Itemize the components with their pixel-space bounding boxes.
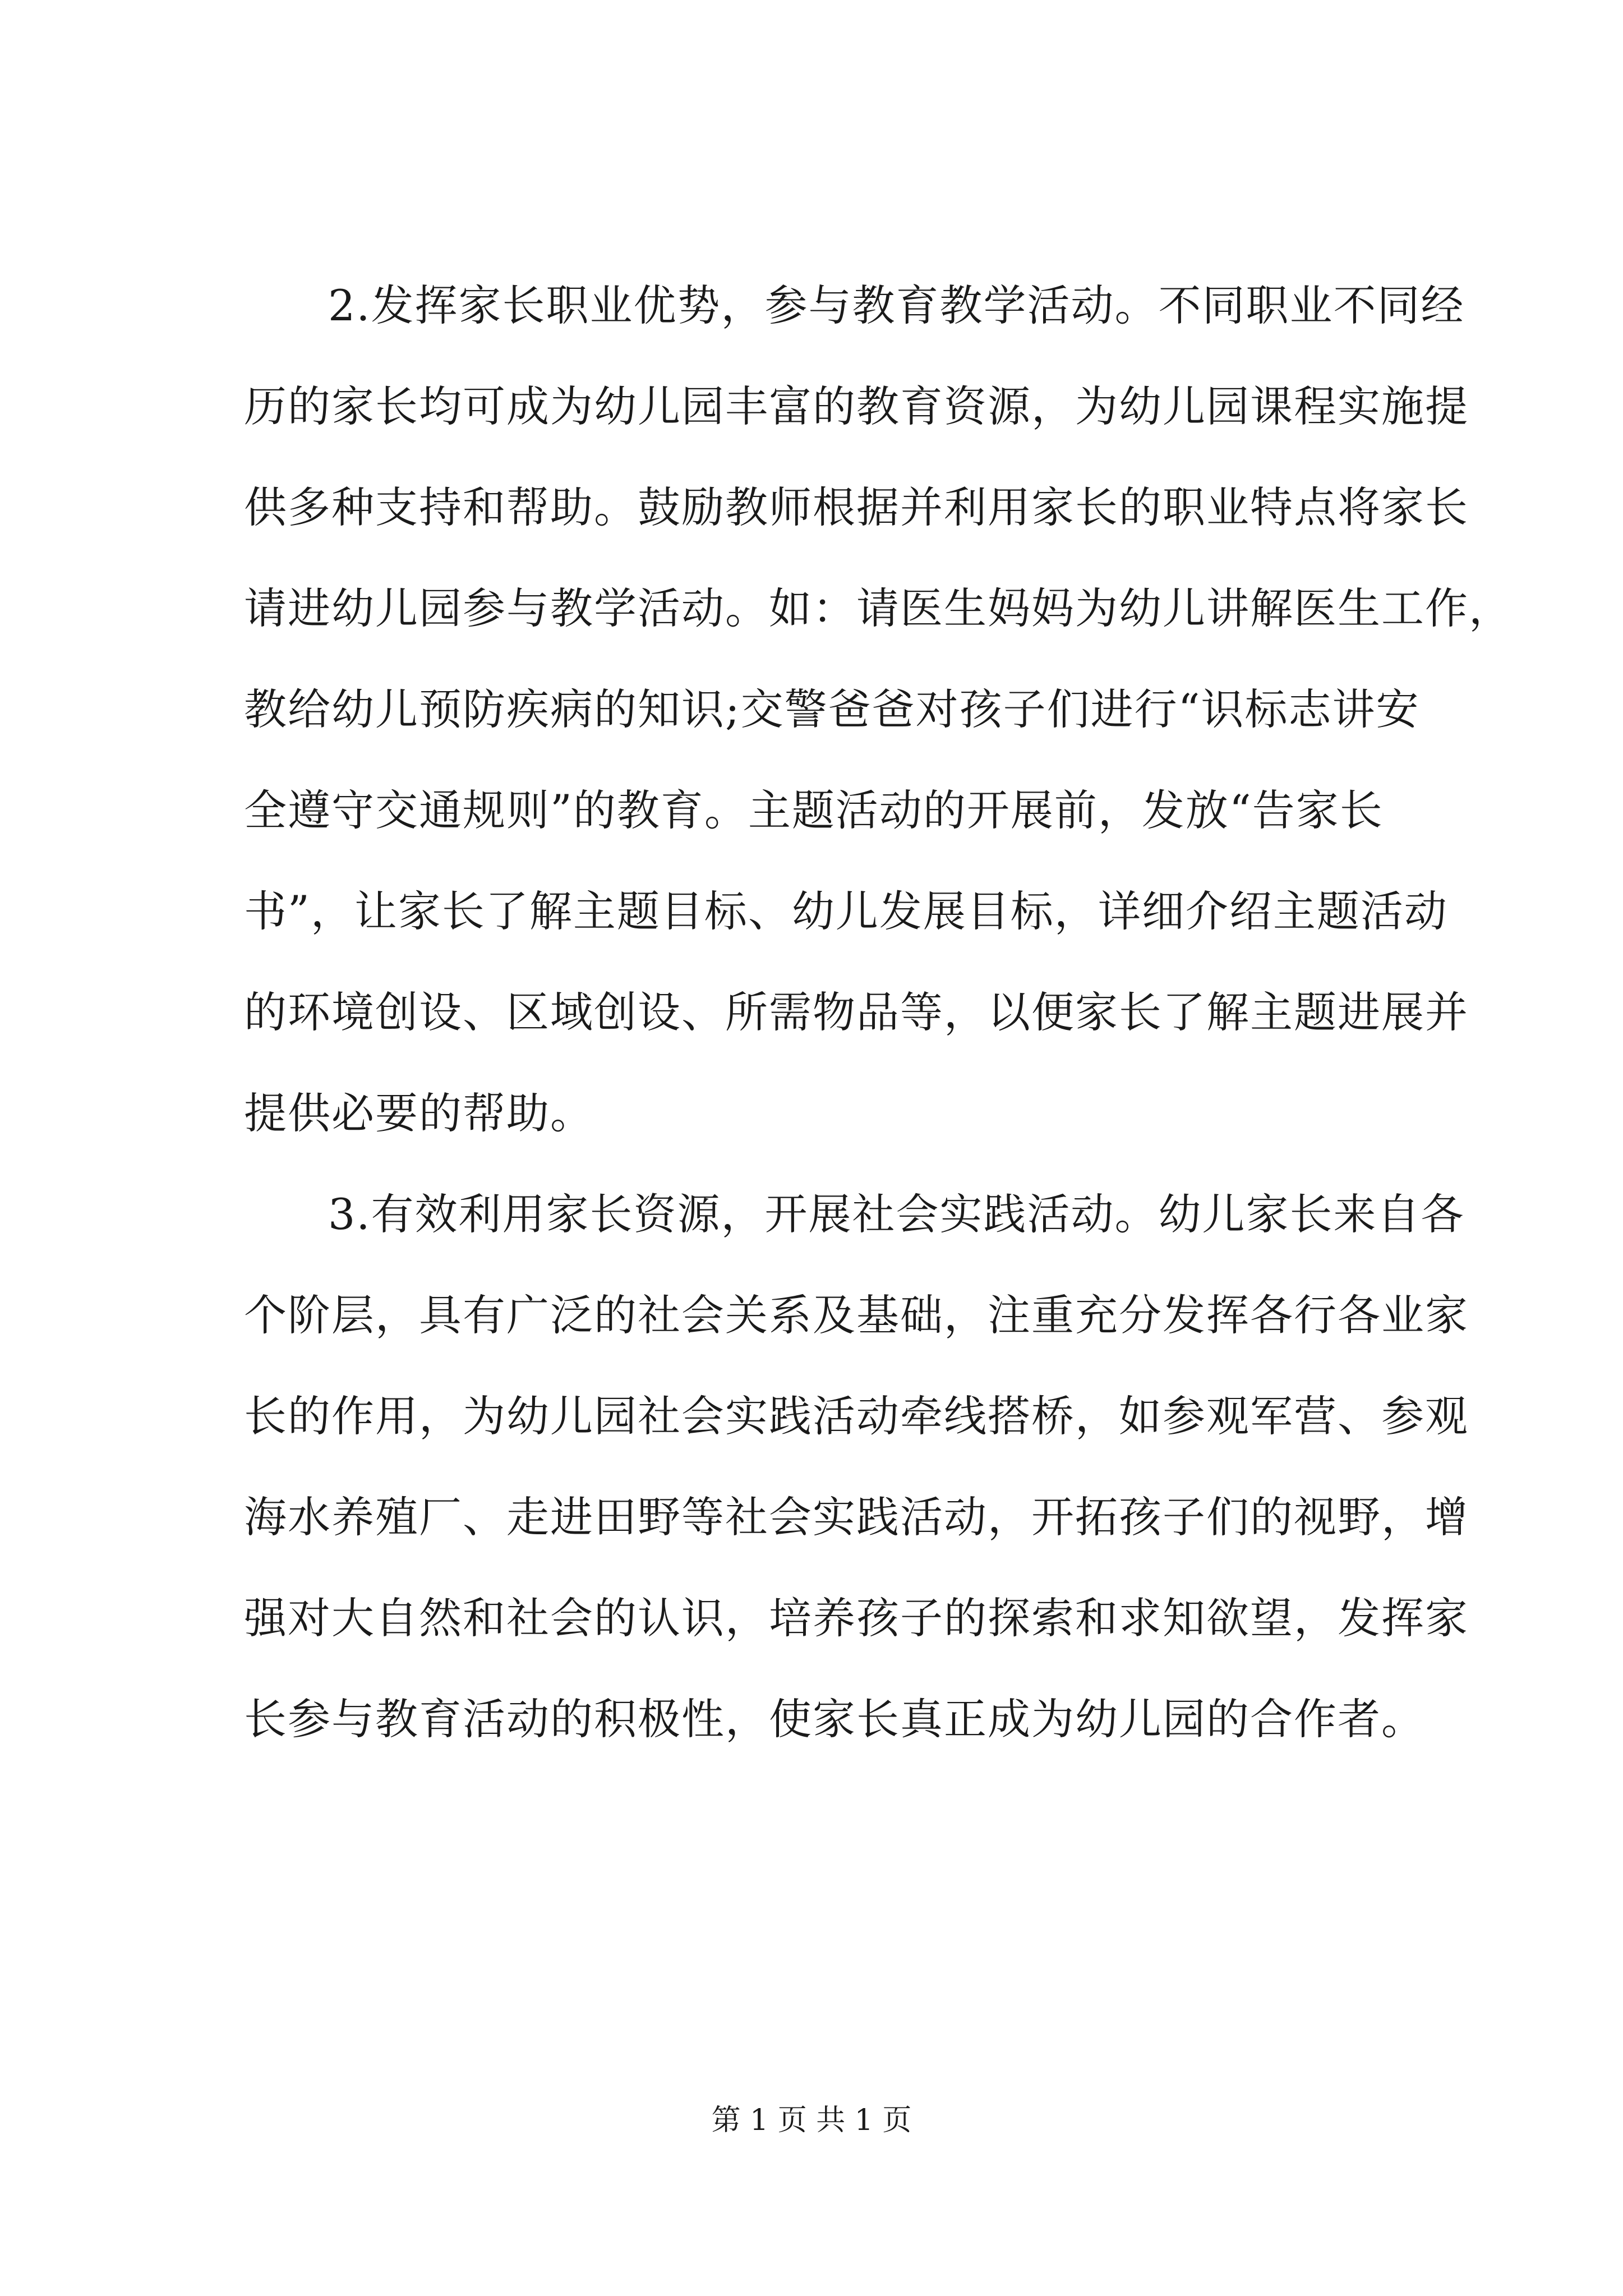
text-line: 请进幼儿园参与教学活动。如：请医生妈妈为幼儿讲解医生工作， [244,583,1513,633]
text-line: 供多种支持和帮助。鼓励教师根据并利用家长的职业特点将家长 [244,482,1469,532]
text-line: 长的作用，为幼儿园社会实践活动牵线搭桥，如参观军营、参观 [244,1391,1469,1441]
document-body [244,255,1513,1770]
text-line: 教给幼儿预防疾病的知识;交警爸爸对孩子们进行“识标志讲安 [244,684,1420,734]
text-line: 3.有效利用家长资源，开展社会实践活动。幼儿家长来自各 [328,1189,1465,1239]
text-line: 海水养殖厂、走进田野等社会实践活动，开拓孩子们的视野，增 [244,1492,1469,1542]
paragraph-3 [244,1164,1469,1770]
text-line: 提供必要的帮助。 [244,1088,594,1138]
text-line: 书”，让家长了解主题目标、幼儿发展目标，详细介绍主题活动 [244,886,1448,936]
text-line: 2.发挥家长职业优势，参与教育教学活动。不同职业不同经 [328,280,1465,330]
text-line: 全遵守交通规则”的教育。主题活动的开展前，发放“告家长 [244,785,1384,835]
text-line: 历的家长均可成为幼儿园丰富的教育资源，为幼儿园课程实施提 [244,381,1469,431]
paragraph-2 [244,255,1513,1164]
text-line: 长参与教育活动的积极性，使家长真正成为幼儿园的合作者。 [244,1694,1425,1744]
page-number-footer: 第 1 页 共 1 页 [711,2104,912,2137]
text-line: 个阶层，具有广泛的社会关系及基础，注重充分发挥各行各业家 [244,1290,1469,1340]
text-line: 的环境创设、区域创设、所需物品等，以便家长了解主题进展并 [244,987,1469,1037]
text-line: 强对大自然和社会的认识，培养孩子的探索和求知欲望，发挥家 [244,1593,1469,1643]
